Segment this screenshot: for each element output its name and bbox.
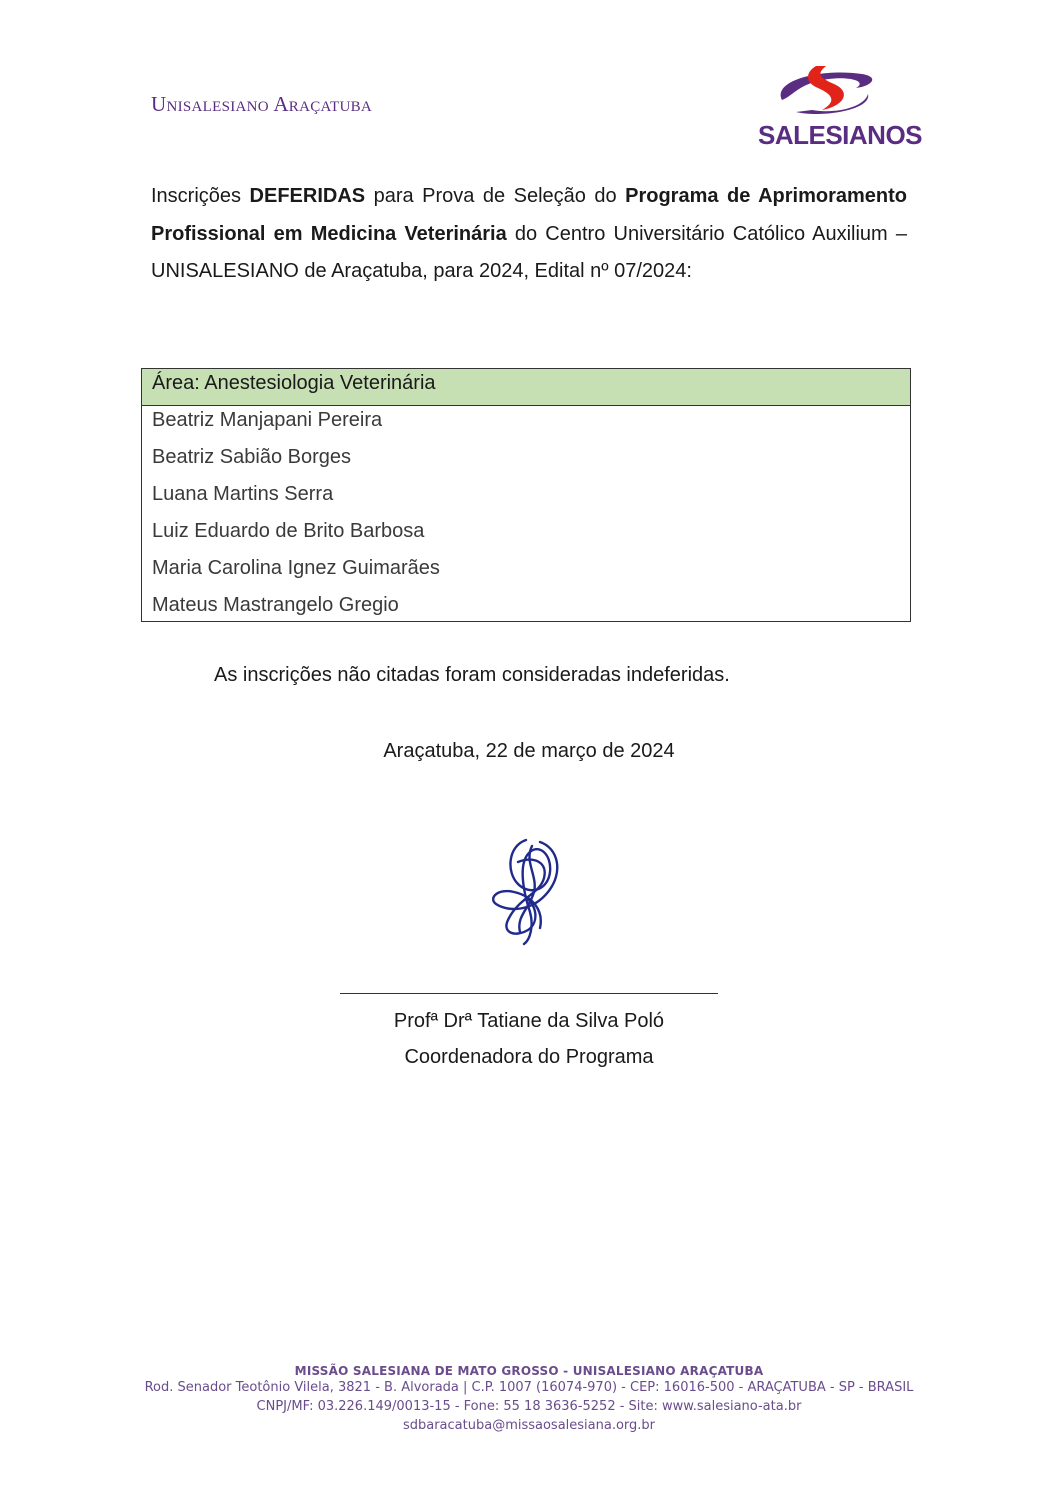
logo-wordmark: SALESIANOS [758, 120, 923, 150]
footer-address: Rod. Senador Teotônio Vilela, 3821 - B. Alvorada | C.P. 1007 (16074-970) - CEP: 16016-500 - ARAÇATUBA - SP - BRASIL [144, 1380, 914, 1395]
intro-bold-program: Programa de Aprimoramento Profissional em Medicina Veterinária [151, 185, 907, 245]
table-row: Beatriz Sabião Borges [152, 446, 352, 468]
salesianos-s-icon [752, 60, 912, 122]
approved-candidates-table [141, 368, 911, 622]
rejection-note: As inscrições não citadas foram consideradas indeferidas. [214, 664, 730, 686]
table-row: Luana Martins Serra [152, 483, 334, 505]
intro-text-3: do Centro Universitário Católico Auxilium – UNISALESIANO de Araçatuba, para 2024, Edital nº 07/2024: [151, 222, 907, 282]
place-date: Araçatuba, 22 de março de 2024 [383, 740, 675, 762]
intro-bold-deferidas: DEFERIDAS [249, 185, 366, 207]
footer-contact: CNPJ/MF: 03.226.149/0013-15 - Fone: 55 18 3636-5252 - Site: www.salesiano-ata.br [256, 1399, 802, 1414]
footer-title: MISSÃO SALESIANA DE MATO GROSSO - UNISALESIANO ARAÇATUBA [294, 1364, 764, 1378]
table-row: Maria Carolina Ignez Guimarães [152, 557, 440, 579]
intro-text-2: para Prova de Seleção do [365, 185, 626, 207]
footer-email: sdbaracatuba@missaosalesiana.org.br [402, 1418, 656, 1433]
intro-paragraph [151, 178, 907, 291]
table-row: Luiz Eduardo de Brito Barbosa [152, 520, 425, 542]
signer-name: Profª Drª Tatiane da Silva Poló [393, 1010, 665, 1032]
table-row: Beatriz Manjapani Pereira [152, 409, 383, 431]
table-row: Mateus Mastrangelo Gregio [152, 594, 399, 616]
signer-role: Coordenadora do Programa [404, 1046, 654, 1068]
handwritten-signature [478, 832, 578, 952]
intro-text-1: Inscrições [151, 185, 250, 207]
salesianos-logo [752, 60, 923, 152]
table-header-area: Área: Anestesiologia Veterinária [142, 369, 910, 406]
institution-name: Unisalesiano Araçatuba [151, 92, 373, 116]
signature-line [340, 993, 718, 994]
